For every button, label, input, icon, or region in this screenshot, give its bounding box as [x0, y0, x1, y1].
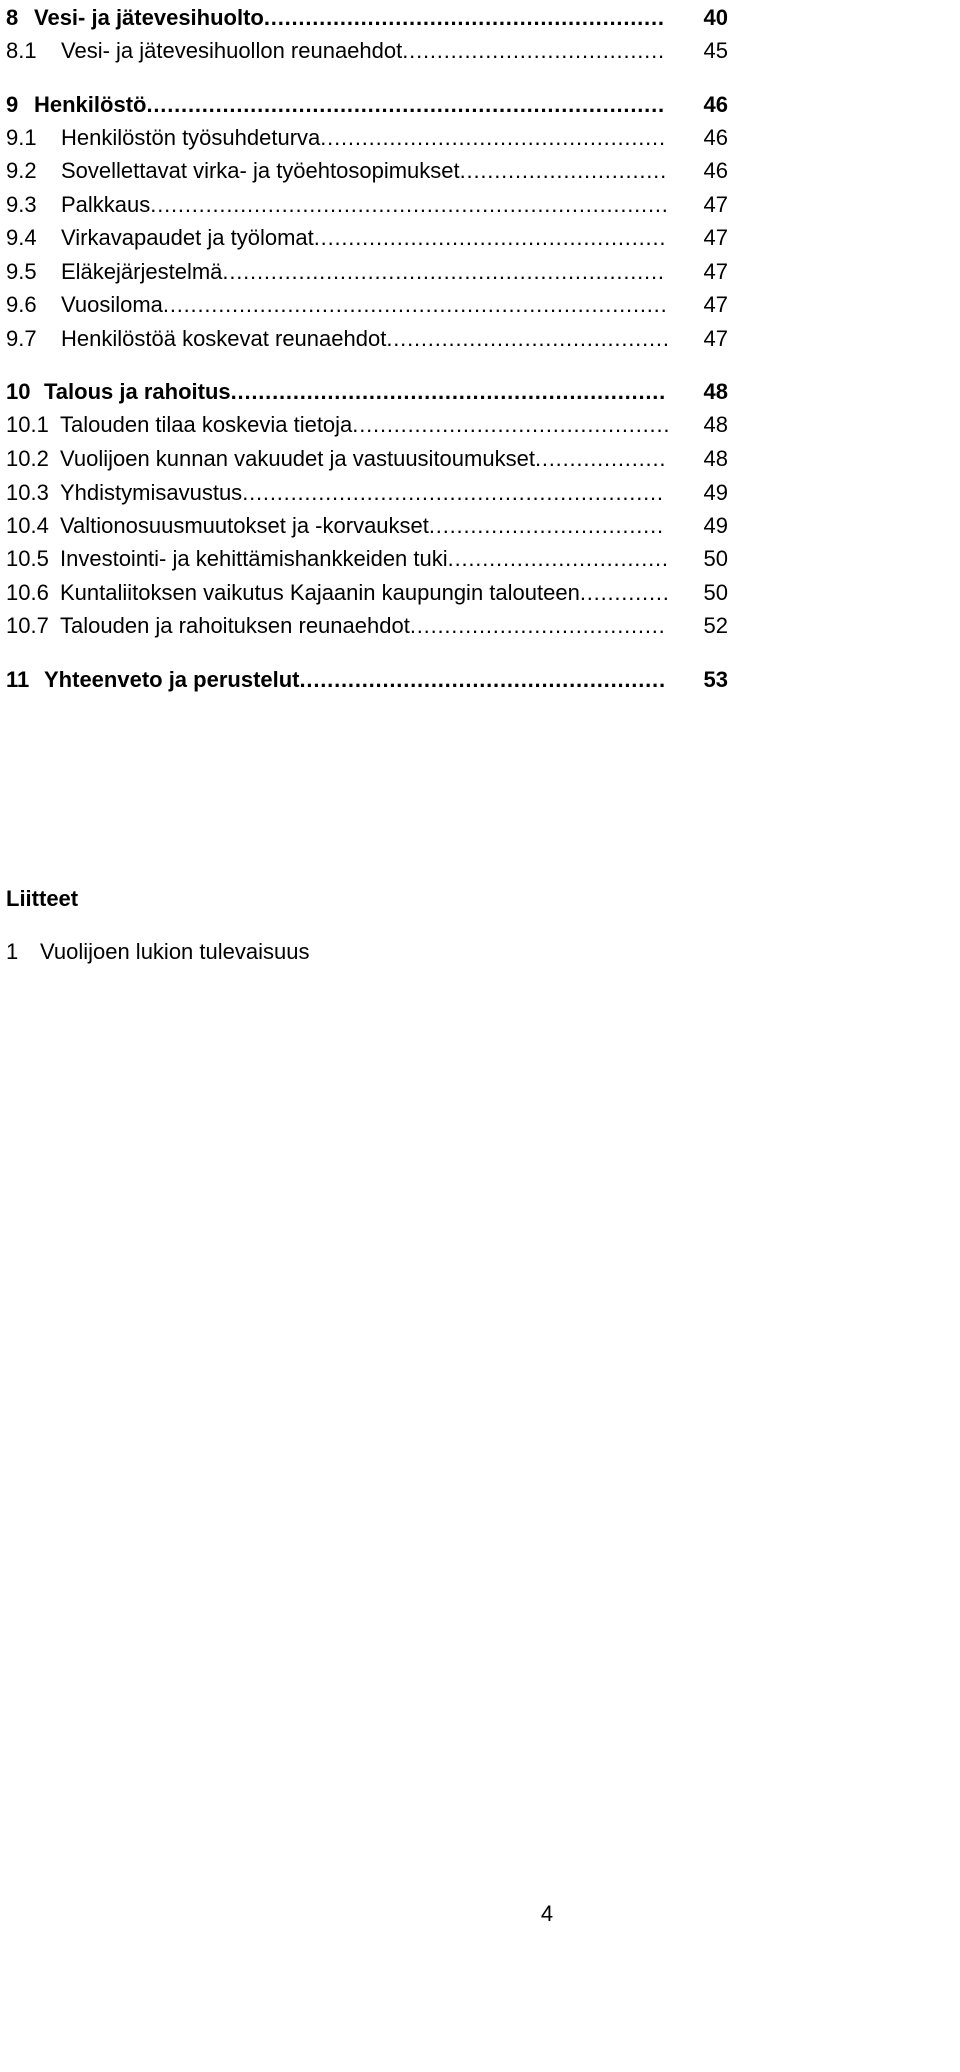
toc-entry-page: 47	[703, 259, 728, 284]
toc-entry-number: 10.1	[6, 412, 49, 437]
toc-entry-title-text: Virkavapaudet ja työlomat	[61, 225, 314, 250]
toc-entry-page: 52	[703, 613, 728, 638]
dot-leader: .........................................................................	[162, 292, 668, 317]
toc-entry	[0, 442, 960, 476]
toc-entry-title-text: Talous ja rahoitus	[44, 379, 231, 404]
toc-entry-title-text: Kuntaliitoksen vaikutus Kajaanin kaupungin talouteen	[60, 580, 580, 605]
toc-entry-title	[60, 476, 670, 510]
toc-entry-title	[61, 221, 670, 255]
toc-entry-page: 45	[703, 38, 728, 63]
toc-entry-page: 47	[703, 225, 728, 250]
dot-leader: ..................................................	[320, 125, 666, 150]
dot-leader: ...................	[534, 446, 667, 471]
toc-entry-title-text: Yhteenveto ja perustelut	[44, 667, 300, 692]
toc-entry	[0, 288, 960, 322]
appendix-item-title: Vuolijoen lukion tulevaisuus	[40, 939, 310, 964]
toc-entry-page: 46	[703, 125, 728, 150]
toc-entry-number: 8	[6, 5, 19, 30]
appendix-item	[0, 935, 960, 969]
toc-entry-number: 9.5	[6, 259, 37, 284]
dot-leader: ..........................................................	[263, 5, 665, 30]
toc-entry-title	[60, 442, 670, 476]
toc-entry-title-text: Palkkaus	[61, 192, 151, 217]
toc-entry-title-text: Investointi- ja kehittämishankkeiden tuki	[60, 546, 448, 571]
toc-entry-title-text: Sovellettavat virka- ja työehtosopimukset	[61, 158, 460, 183]
toc-entry-title	[60, 408, 670, 442]
toc-entry-number: 10.7	[6, 613, 49, 638]
toc-entry	[0, 408, 960, 442]
toc-entry-title	[60, 509, 670, 543]
dot-leader: ...............................................................	[230, 379, 667, 404]
dot-leader: ................................	[447, 546, 669, 571]
toc-entry	[0, 509, 960, 543]
toc-entry-page: 50	[703, 546, 728, 571]
toc-entry-title	[61, 121, 670, 155]
toc-entry-number: 9.3	[6, 192, 37, 217]
toc-entry-page: 40	[703, 5, 728, 30]
toc-entry-page: 48	[703, 412, 728, 437]
dot-leader: ...........................................................................	[150, 192, 669, 217]
toc-entry	[0, 1, 960, 35]
toc-entry-page: 49	[703, 513, 728, 538]
toc-entry-number: 9.6	[6, 292, 37, 317]
toc-entry-number: 9.7	[6, 326, 37, 351]
toc-entry-title-text: Valtionosuusmuutokset ja -korvaukset	[60, 513, 429, 538]
toc-entry-page: 46	[703, 92, 728, 117]
toc-entry-title	[61, 154, 670, 188]
toc-entry-page: 49	[703, 480, 728, 505]
toc-entry-title	[61, 322, 670, 356]
toc-entry-page: 53	[703, 667, 728, 692]
dot-leader: ...........................................................................	[146, 92, 665, 117]
toc-entry	[0, 375, 960, 409]
toc-entry	[0, 88, 960, 122]
toc-entry-page: 48	[703, 446, 728, 471]
toc-entry-title	[61, 255, 670, 289]
toc-entry-title-text: Henkilöstöä koskevat reunaehdot	[61, 326, 387, 351]
toc-entry-number: 8.1	[6, 38, 37, 63]
toc-entry-title-text: Vuosiloma	[61, 292, 163, 317]
toc-entry-title-text: Vesi- ja jätevesihuollon reunaehdot	[61, 38, 403, 63]
dot-leader: .........................................	[386, 326, 670, 351]
dot-leader: .............	[579, 580, 670, 605]
toc-entry-page: 47	[703, 292, 728, 317]
toc-entry	[0, 255, 960, 289]
toc-entry	[0, 322, 960, 356]
toc-entry-page: 50	[703, 580, 728, 605]
toc-entry-number: 10.5	[6, 546, 49, 571]
dot-leader: .....................................	[409, 613, 666, 638]
dot-leader: .............................................................	[242, 480, 664, 505]
toc-entry-number: 10.6	[6, 580, 49, 605]
toc-entry	[0, 34, 960, 68]
toc-entry-title-text: Vuolijoen kunnan vakuudet ja vastuusitoumukset	[60, 446, 535, 471]
toc-entry-number: 9.1	[6, 125, 37, 150]
toc-entry	[0, 221, 960, 255]
toc-entry-title	[61, 188, 670, 222]
toc-entry	[0, 121, 960, 155]
toc-entry-title-text: Eläkejärjestelmä	[61, 259, 223, 284]
dot-leader: .....................................................	[299, 667, 666, 692]
appendix-item-number: 1	[6, 939, 19, 964]
toc-entry-number: 10	[6, 379, 31, 404]
toc-entry-title	[34, 1, 670, 35]
toc-entry-number: 9.2	[6, 158, 37, 183]
toc-entry-title-text: Talouden ja rahoituksen reunaehdot	[60, 613, 410, 638]
toc-entry-number: 9	[6, 92, 19, 117]
toc-entry-title	[61, 288, 670, 322]
dot-leader: ..................................	[428, 513, 664, 538]
toc-entry-title	[44, 375, 670, 409]
toc-entry-title-text: Talouden tilaa koskevia tietoja	[60, 412, 353, 437]
toc-entry-page: 47	[703, 192, 728, 217]
dot-leader: ................................................................	[222, 259, 665, 284]
toc-entry	[0, 663, 960, 697]
toc-entry	[0, 476, 960, 510]
toc-entry-number: 10.4	[6, 513, 49, 538]
toc-entry-number: 9.4	[6, 225, 37, 250]
toc-entry	[0, 576, 960, 610]
toc-entry-title	[34, 88, 670, 122]
toc-entry-title-text: Vesi- ja jätevesihuolto	[34, 5, 264, 30]
toc-entry-number: 10.3	[6, 480, 49, 505]
toc-entry-title-text: Henkilöstö	[34, 92, 147, 117]
toc-entry-title	[60, 576, 670, 610]
toc-entry	[0, 154, 960, 188]
toc-entry-page: 48	[703, 379, 728, 404]
dot-leader: ..............................................	[352, 412, 670, 437]
toc-entry-number: 11	[6, 667, 30, 692]
toc-entry-page: 46	[703, 158, 728, 183]
toc-entry-title	[60, 542, 670, 576]
toc-entry-title-text: Yhdistymisavustus	[60, 480, 243, 505]
dot-leader: ..............................	[459, 158, 668, 183]
toc-entry-title	[44, 663, 670, 697]
toc-entry	[0, 188, 960, 222]
page-number: 4	[540, 1901, 554, 1926]
toc-entry-number: 10.2	[6, 446, 49, 471]
toc-entry-page: 47	[703, 326, 728, 351]
toc-entry-title-text: Henkilöstön työsuhdeturva	[61, 125, 321, 150]
toc-entry-title	[60, 609, 670, 643]
toc-entry	[0, 542, 960, 576]
dot-leader: ...................................................	[313, 225, 667, 250]
toc-entry	[0, 609, 960, 643]
appendix-heading: Liitteet	[6, 886, 79, 911]
dot-leader: ......................................	[402, 38, 665, 63]
toc-entry-title	[61, 34, 670, 68]
